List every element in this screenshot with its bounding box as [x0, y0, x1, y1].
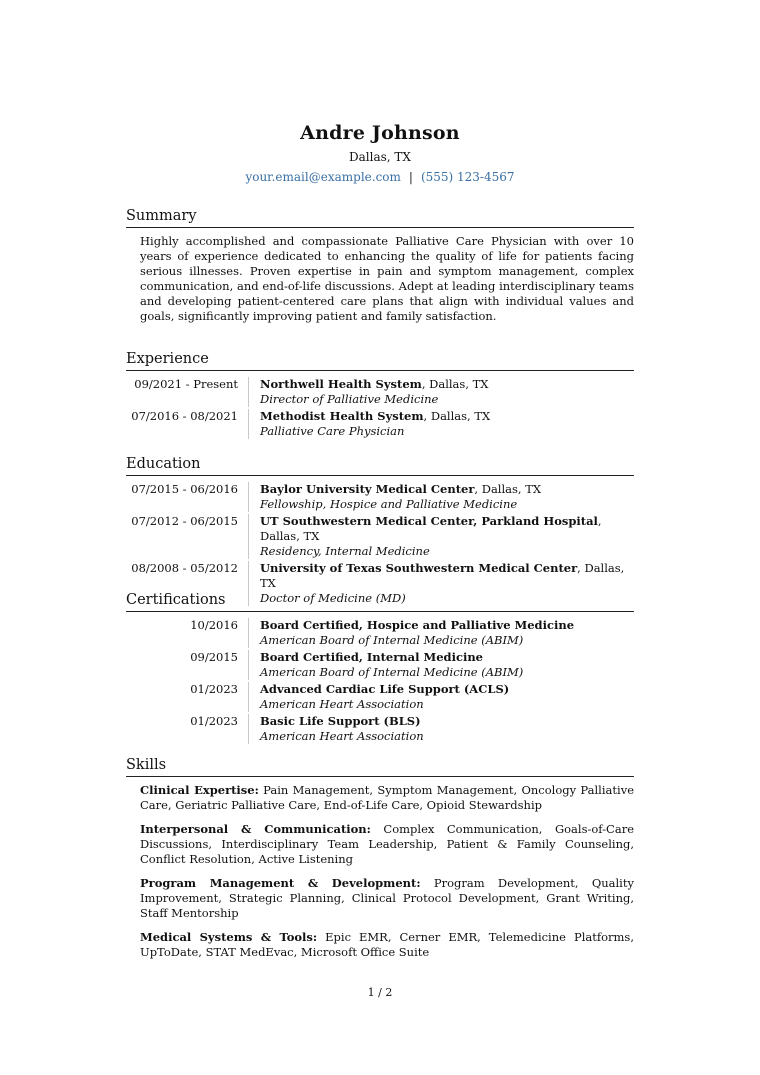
skills-section	[126, 757, 634, 969]
entry-org: Methodist Health System	[260, 409, 424, 423]
entry-date: 07/2016 - 08/2021	[131, 409, 238, 423]
page-number: 1 / 2	[367, 986, 393, 999]
entry-role: Fellowship, Hospice and Palliative Medicine	[260, 497, 518, 511]
experience-entry	[126, 377, 634, 407]
entry-place: , Dallas, TX	[423, 409, 491, 423]
skill-group	[140, 930, 634, 960]
contact-separator: |	[408, 170, 413, 184]
entry-date: 01/2023	[190, 714, 238, 728]
skill-text: Complex Communication, Goals-of-Care Discussions, Interdisciplinary Team Leadership, Patient & Family Counseling, Conflict Resolution, Active Listening	[140, 822, 634, 866]
candidate-location: Dallas, TX	[349, 150, 411, 164]
certification-entry	[126, 682, 634, 712]
skill-text: Program Development, Quality Improvement, Strategic Planning, Clinical Protocol Development, Grant Writing, Staff Mentorship	[140, 876, 634, 920]
entry-date: 08/2008 - 05/2012	[131, 561, 238, 575]
skill-text: Epic EMR, Cerner EMR, Telemedicine Platforms, UpToDate, STAT MedEvac, Microsoft Office Suite	[140, 930, 634, 959]
entry-date: 09/2021 - Present	[134, 377, 238, 391]
entry-role: American Heart Association	[260, 697, 424, 711]
entry-role: Doctor of Medicine (MD)	[260, 591, 406, 605]
skill-group	[140, 876, 634, 921]
entry-role: Palliative Care Physician	[260, 424, 405, 438]
entry-date: 01/2023	[190, 682, 238, 696]
summary-heading: Summary	[126, 208, 634, 228]
certification-entry	[126, 618, 634, 648]
contact-line	[0, 170, 760, 184]
education-entry	[126, 514, 634, 559]
entry-role: American Heart Association	[260, 729, 424, 743]
entry-role: Director of Palliative Medicine	[260, 392, 439, 406]
education-heading: Education	[126, 456, 634, 476]
certifications-section	[126, 592, 634, 746]
entry-place: , Dallas, TX	[260, 561, 625, 590]
skill-group	[140, 783, 634, 813]
entry-org: Board Certified, Internal Medicine	[260, 650, 483, 664]
entry-org: UT Southwestern Medical Center, Parkland Hospital	[260, 514, 598, 528]
summary-text: Highly accomplished and compassionate Palliative Care Physician with over 10 years of experience dedicated to enhancing the quality of life for patients facing serious illnesses. Proven expertise in pain and symptom management, complex communication, and end-of-life discussions. Adept at leading interdisciplinary teams and developing patient-centered care plans that align with individual values and goals, significantly improving patient and family satisfaction.	[140, 234, 634, 323]
certification-entry	[126, 714, 634, 744]
skill-text: Pain Management, Symptom Management, Oncology Palliative Care, Geriatric Palliative Care, End-of-Life Care, Opioid Stewardship	[140, 783, 634, 812]
experience-heading: Experience	[126, 351, 634, 371]
entry-date: 09/2015	[190, 650, 238, 664]
entry-date: 10/2016	[190, 618, 238, 632]
skill-label: Medical Systems & Tools:	[140, 930, 318, 944]
skill-label: Program Management & Development:	[140, 876, 421, 890]
entry-org: Northwell Health System	[260, 377, 422, 391]
candidate-name: Andre Johnson	[300, 122, 460, 144]
entry-role: Residency, Internal Medicine	[260, 544, 430, 558]
entry-org: Advanced Cardiac Life Support (ACLS)	[260, 682, 510, 696]
entry-org: Baylor University Medical Center	[260, 482, 475, 496]
resume-header	[0, 122, 760, 184]
phone-link[interactable]: (555) 123-4567	[420, 170, 515, 184]
experience-entry	[126, 409, 634, 439]
entry-date: 07/2015 - 06/2016	[131, 482, 238, 496]
entry-org: Basic Life Support (BLS)	[260, 714, 421, 728]
certification-entry	[126, 650, 634, 680]
summary-section	[126, 208, 634, 324]
skill-group	[140, 822, 634, 867]
entry-role: American Board of Internal Medicine (ABIM)	[260, 665, 524, 679]
certifications-heading: Certifications	[126, 592, 634, 612]
education-section	[126, 456, 634, 608]
education-entry	[126, 482, 634, 512]
entry-date: 07/2012 - 06/2015	[131, 514, 238, 528]
entry-role: American Board of Internal Medicine (ABIM)	[260, 633, 524, 647]
skills-heading: Skills	[126, 757, 634, 777]
entry-place: , Dallas, TX	[474, 482, 542, 496]
email-link[interactable]: your.email@example.com	[245, 170, 401, 184]
entry-place: , Dallas, TX	[260, 514, 602, 543]
skill-label: Clinical Expertise:	[140, 783, 259, 797]
entry-org: University of Texas Southwestern Medical Center	[260, 561, 578, 575]
entry-org: Board Certified, Hospice and Palliative Medicine	[260, 618, 575, 632]
experience-section	[126, 351, 634, 441]
skill-label: Interpersonal & Communication:	[140, 822, 371, 836]
entry-place: , Dallas, TX	[421, 377, 489, 391]
